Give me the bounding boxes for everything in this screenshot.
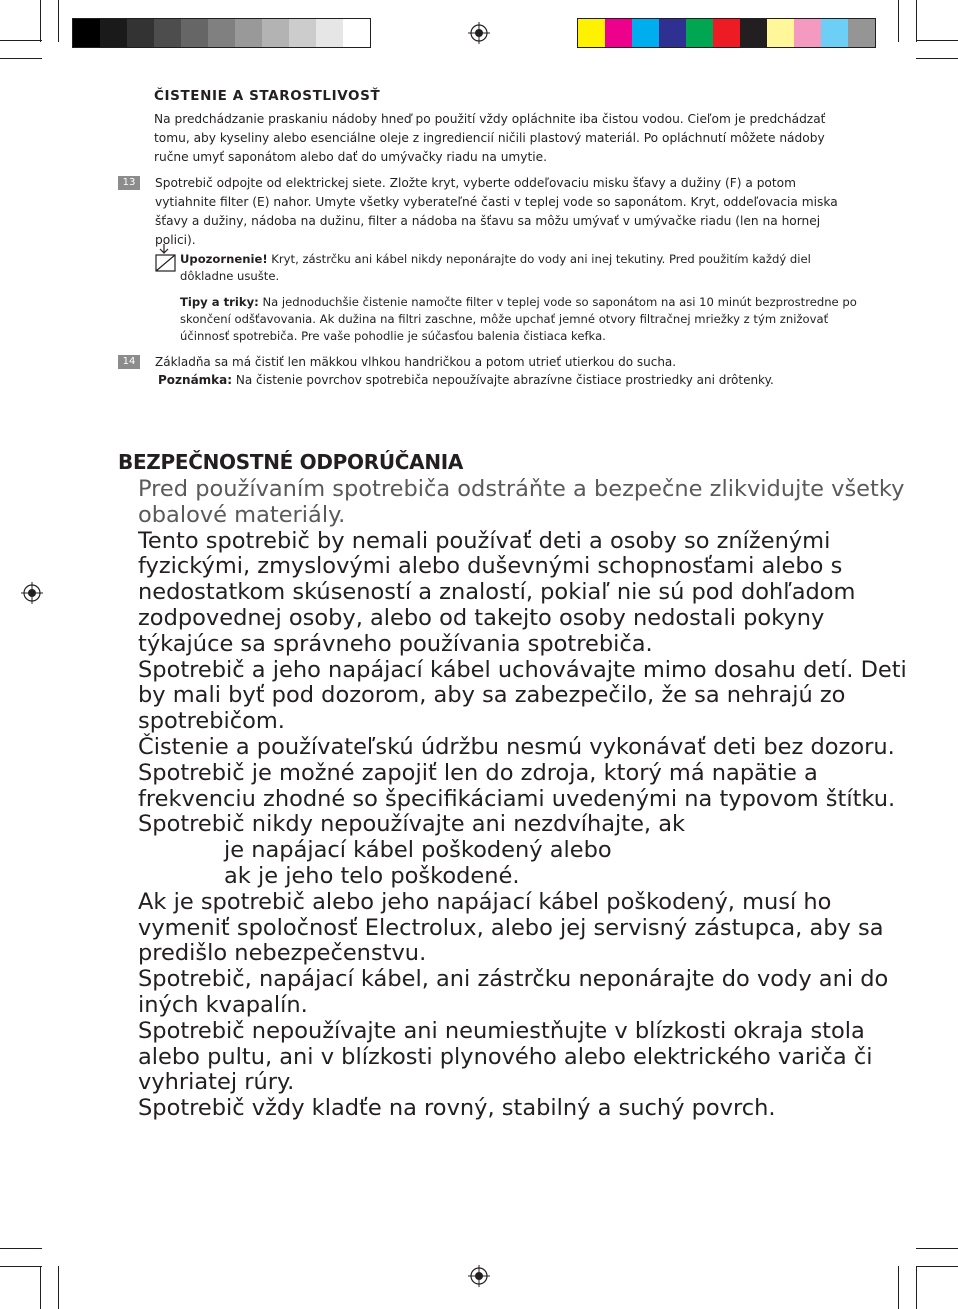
safety-item: Spotrebič a jeho napájací kábel uchovávajte mimo dosahu detí. Deti by mali byť pod dozorom, aby sa zabezpečilo, že sa nehrajú zo spotrebičom. [138, 656, 907, 735]
color-swatch [767, 19, 794, 47]
safety-item: Tento spotrebič by nemali používať deti a osoby so zníženými fyzickými, zmyslovými alebo duševnými schopnosťami alebo s nedostatkom skúseností a znalostí, pokiaľ nie sú pod dohľadom zodpovednej osoby, alebo od takejto osoby nedostali pokyny týkajúce sa správneho používania spotrebiča. [138, 527, 856, 657]
color-swatch [848, 19, 875, 47]
grayscale-bar [72, 18, 371, 48]
warning-label: Upozornenie! [180, 252, 268, 266]
crop-mark [916, 40, 958, 41]
safety-title: BEZPEČNOSTNÉ ODPORÚČANIA [118, 450, 464, 474]
warning-note [180, 251, 840, 285]
note-label: Poznámka: [158, 373, 233, 387]
safety-recommendations [138, 477, 908, 1122]
color-swatch [289, 19, 316, 47]
crop-mark [916, 0, 917, 42]
color-swatch [100, 19, 127, 47]
step-14-text [155, 353, 875, 389]
safety-item: Spotrebič vždy kladťe na rovný, stabilný a suchý povrch. [138, 1095, 776, 1122]
color-swatch [208, 19, 235, 47]
color-swatch [686, 19, 713, 47]
crop-mark [898, 1266, 899, 1309]
cleaning-intro: Na predchádzanie praskaniu nádoby hneď po použití vždy opláchnite iba čistou vodou. Cieľom je predchádzať tomu, aby kyseliny alebo esenciálne oleje z ingrediencií ničili plastový materiál. Po opláchnutí môžete nádoby ručne umyť saponátom alebo dať do umývačky riadu na umytie. [154, 112, 826, 164]
color-bar [577, 18, 876, 48]
warning-text: Kryt, zástrčku ani kábel nikdy neponárajte do vody ani inej tekutiny. Pred použitím každý diel dôkladne usušte. [180, 252, 811, 283]
color-swatch [605, 19, 632, 47]
warning-icon [155, 244, 177, 272]
color-swatch [127, 19, 154, 47]
crop-mark [0, 1248, 42, 1249]
color-swatch [578, 19, 605, 47]
color-swatch [181, 19, 208, 47]
crop-mark [898, 0, 899, 42]
crop-mark [40, 0, 41, 42]
safety-subitem: ak je jeho telo poškodené. [224, 862, 520, 889]
safety-item: Ak je spotrebič alebo jeho napájací kábel poškodený, musí ho vymeniť spoločnosť Electrolux, alebo jej servisný zástupca, aby sa predišlo nebezpečenstvu. [138, 888, 884, 967]
tips-label: Tipy a triky: [180, 295, 259, 309]
crop-mark [916, 1266, 917, 1309]
step-13-text: Spotrebič odpojte od elektrickej siete. Zložte kryt, vyberte oddeľovaciu misku šťavy a dužiny (F) a potom vytiahnite filter (E) nahor. Umyte všetky vyberateľné časti v teplej vode so saponátom. Kryt, oddeľovacia miska šťavy a dužiny, nádoba na dužinu, filter a nádoba na šťavu sa môžu umývať v umývačke riadu (len na hornej polici). [155, 176, 838, 247]
safety-item: Spotrebič je možné zapojiť len do zdroja, ktorý má napätie a frekvenciu zhodné so špecifikáciami uvedenými na typovom štítku. [138, 759, 896, 812]
crop-mark [916, 1248, 958, 1249]
step-number-badge: 14 [118, 355, 140, 369]
color-swatch [73, 19, 100, 47]
crop-mark [916, 58, 958, 59]
crop-mark [58, 1266, 59, 1309]
section-title: ČISTENIE A STAROSTLIVOSŤ [154, 88, 381, 104]
color-swatch [632, 19, 659, 47]
crop-mark [0, 40, 42, 41]
step-14-instruction: Základňa sa má čistiť len mäkkou vlhkou handričkou a potom utrieť utierkou do sucha. [155, 355, 677, 369]
color-swatch [659, 19, 686, 47]
crop-mark [0, 1266, 42, 1267]
color-swatch [154, 19, 181, 47]
color-swatch [316, 19, 343, 47]
safety-item: Spotrebič nepoužívajte ani neumiestňujte v blízkosti okraja stola alebo pultu, ani v blízkosti plynového alebo elektrického variča či vyhriatej rúry. [138, 1017, 873, 1096]
step-number-badge: 13 [118, 176, 140, 190]
safety-item: Pred používaním spotrebiča odstráňte a bezpečne zlikvidujte všetky obalové materiály. [138, 476, 905, 528]
color-swatch [343, 19, 370, 47]
tips-text: Na jednoduchšie čistenie namočte filter v teplej vode so saponátom na asi 10 minút bezprostredne po skončení odšťavovania. Ak dužina na filtri zaschne, môže upchať jemné otvory filtračnej mriežky z tým znižovať účinnosť spotrebiča. Pre vaše pohodlie je súčasťou balenia čistiaca kefka. [180, 295, 857, 343]
step-14-note [155, 371, 875, 389]
tips-note [180, 294, 880, 345]
color-swatch [235, 19, 262, 47]
crop-mark [0, 58, 42, 59]
registration-mark-icon [21, 582, 43, 604]
crop-mark [40, 1266, 41, 1309]
color-swatch [713, 19, 740, 47]
note-text: Na čistenie povrchov spotrebiča nepoužívajte abrazívne čistiace prostriedky ani drôtenky. [232, 373, 774, 387]
safety-item: Čistenie a používateľskú údržbu nesmú vykonávať deti bez dozoru. [138, 733, 895, 760]
crop-mark [916, 1266, 958, 1267]
safety-item: Spotrebič nikdy nepoužívajte ani nezdvíhajte, ak [138, 811, 686, 838]
color-swatch [740, 19, 767, 47]
registration-mark-icon [468, 1265, 490, 1287]
registration-mark-icon [468, 22, 490, 44]
crop-mark [58, 0, 59, 42]
color-swatch [794, 19, 821, 47]
color-swatch [262, 19, 289, 47]
color-swatch [821, 19, 848, 47]
safety-subitem: je napájací kábel poškodený alebo [224, 837, 612, 864]
safety-item: Spotrebič, napájací kábel, ani zástrčku neponárajte do vody ani do iných kvapalín. [138, 966, 889, 1018]
